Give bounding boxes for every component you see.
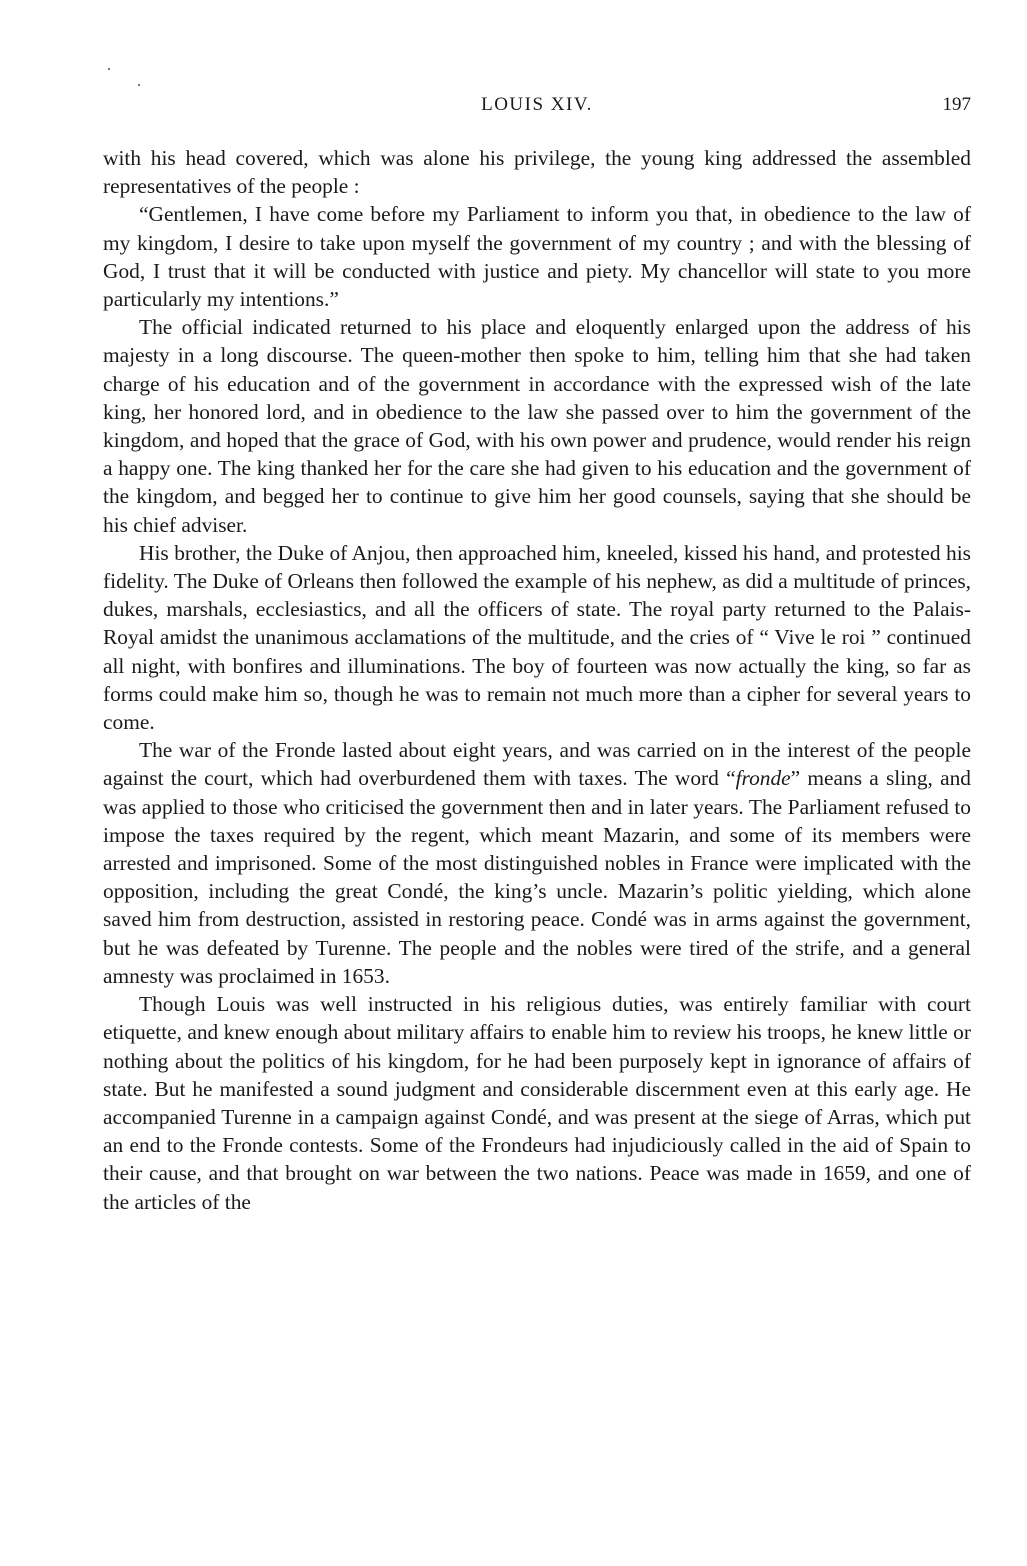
speck-mark <box>138 84 140 86</box>
paragraph: The official indicated returned to his place and eloquently enlarged upon the address of his majesty in a long discourse. The queen-mother then spoke to him, telling him that she had taken charge of his education and of the government in accordance with the expressed wish of the late king, her honored lord, and in obedience to the law she passed over to him the government of the kingdom, and hoped that the grace of God, with his own power and prudence, would render his reign a happy one. The king thanked her for the care she had given to his education and the government of the kingdom, and begged her to continue to give him her good counsels, saying that she should be his chief adviser. <box>103 315 971 537</box>
italic-word: fronde <box>735 766 791 791</box>
paragraph <box>103 736 971 990</box>
paragraph-text: ” means a sling, and was applied to those who criticised the government then and in later years. The Parliament refused to impose the taxes required by the regent, which meant Mazarin, and some of its members were arrested and imprisoned. Some of the most distinguished nobles in France were implicated with the opposition, including the great Condé, the king’s uncle. Mazarin’s politic yielding, which alone saved him from destruction, assisted in restoring peace. Condé was in arms against the government, but he was defeated by Turenne. The people and the nobles were tired of the strife, and a general amnesty was proclaimed in 1653. <box>103 766 971 988</box>
speck-mark <box>108 68 110 70</box>
paragraph: with his head covered, which was alone his privilege, the young king addressed the assembled representatives of the people : <box>103 146 971 199</box>
paragraph: “Gentlemen, I have come before my Parliament to inform you that, in obedience to the law of my kingdom, I desire to take upon myself the government of my country ; and with the blessing of God, I trust that it will be conducted with justice and piety. My chancellor will state to you more particularly my intentions.” <box>103 202 971 312</box>
page-number: 197 <box>942 94 971 115</box>
paragraph: His brother, the Duke of Anjou, then approached him, kneeled, kissed his hand, and protested his fidelity. The Duke of Orleans then followed the example of his nephew, as did a multitude of princes, dukes, marshals, ecclesiastics, and all the officers of state. The royal party returned to the Palais-Royal amidst the unanimous acclamations of the multitude, and the cries of “ Vive le roi ” continued all night, with bonfires and illuminations. The boy of fourteen was now actually the king, so far as forms could make him so, though he was to remain not much more than a cipher for several years to come. <box>103 540 971 735</box>
paragraph: Though Louis was well instructed in his religious duties, was entirely familiar with court etiquette, and knew enough about military affairs to enable him to review his troops, he knew little or nothing about the politics of his kingdom, for he had been purposely kept in ignorance of affairs of state. But he manifested a sound judgment and considerable discernment even at this early age. He accompanied Turenne in a campaign against Condé, and was present at the siege of Arras, which put an end to the Fronde contests. Some of the Frondeurs had injudiciously called in the aid of Spain to their cause, and that brought on war between the two nations. Peace was made in 1659, and one of the articles of the <box>103 992 971 1214</box>
paragraph-text: The war of the Fronde lasted about eight years, and was carried on in the interest of the people against the court, which had overburdened them with taxes. The word “ <box>103 738 971 791</box>
running-title: LOUIS XIV. <box>481 94 593 115</box>
page-header <box>103 94 971 124</box>
body-text <box>103 144 971 1216</box>
